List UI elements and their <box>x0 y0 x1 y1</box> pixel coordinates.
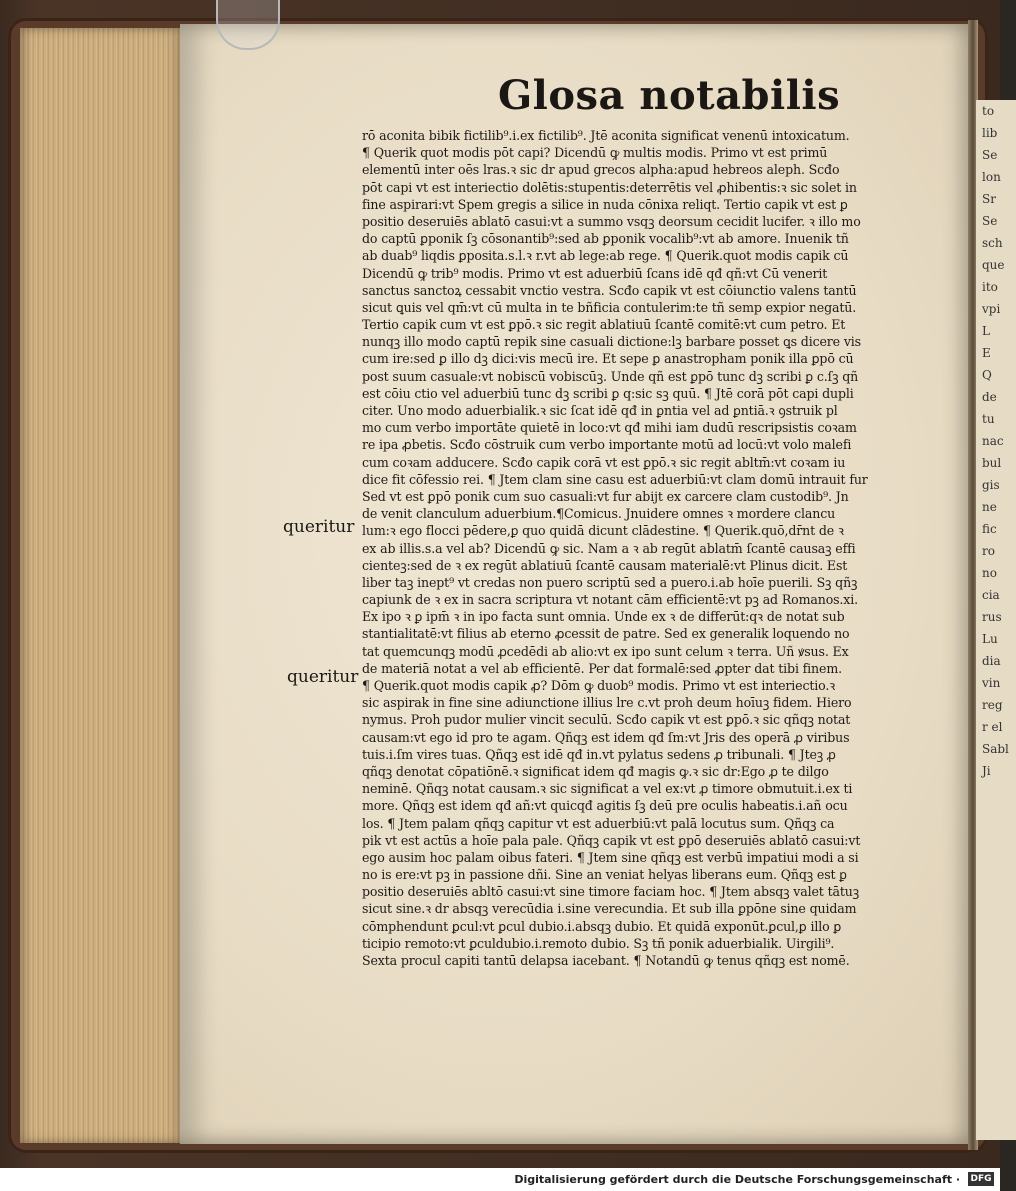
facing-fragment: bul <box>982 456 1002 470</box>
text-line: cienteꝫ:sed de ꝛ ex regūt ablatiuū ſcantē causam materialē:vt Plinus dicit. Est <box>362 557 848 573</box>
funding-text: Digitalisierung gefördert durch die Deutsche Forschungsgemeinschaft · <box>514 1173 960 1186</box>
text-line: lum:ꝛ ego flocci pēdere,ꝑ quo quidā dicunt clādestine. ¶ Querik.quō,dr̄nt de ꝛ <box>362 523 844 539</box>
facing-fragment: gis <box>982 478 1000 492</box>
text-line: positio deseruiēs ablatō casui:vt a summo vsqꝫ deorsum cecidit lucifer. ꝛ illo mo <box>362 213 861 229</box>
funding-footer <box>0 1168 1000 1191</box>
text-line: no is ere:vt pꝫ in passione dñi. Sine an veniat helyas liberans eum. Qñqꝫ est ꝑ <box>362 867 847 883</box>
facing-fragment: Se <box>982 148 998 162</box>
text-line: stantialitatē:vt filius ab eterno ꝓcessit de patre. Sed ex generalik loquendo no <box>362 626 850 642</box>
facing-fragment: Q <box>982 368 992 382</box>
text-line: ticipio remoto:vt ꝑculdubio.i.remoto dubio. Sꝫ tñ ponik aduerbialik. Uirgili⁹. <box>362 935 835 951</box>
facing-fragment: E <box>982 346 991 360</box>
text-line: qñqꝫ denotat cōpatiōnē.ꝛ significat idem qđ magis ꝙ.ꝛ sic dr:Ego ꝓ te dilgo <box>362 763 829 779</box>
text-line: nymus. Proh pudor mulier vincit seculū. Scđo capik vt est ꝑpō.ꝛ sic qñqꝫ notat <box>362 712 851 728</box>
text-line: citer. Uno modo aduerbialik.ꝛ sic ſcat idē qđ in ꝑntia vel ad ꝑntiā.ꝛ ꝯstruik pl <box>362 403 838 418</box>
facing-fragment: sch <box>982 236 1003 250</box>
text-line: rō aconita bibik fictilib⁹.i.ex fictilib⁹. Jtē aconita significat venenū intoxicatum. <box>362 128 850 143</box>
facing-fragment: nac <box>982 434 1004 448</box>
text-line: los. ¶ Jtem palam qñqꝫ capitur vt est aduerbiū:vt palā locutus sum. Qñqꝫ ca <box>362 815 835 831</box>
text-line: do captū ꝑponik ſꝫ cōsonantib⁹:sed ab ꝑponik vocalib⁹:vt ab amore. Inuenik tñ <box>362 231 849 247</box>
facing-fragment: dia <box>982 654 1001 668</box>
facing-fragment: lon <box>982 170 1001 184</box>
main-text-block <box>362 127 910 969</box>
text-line: de venit clanculum aduerbium.¶Comicus. Jnuidere omnes ꝛ mordere clancu <box>362 506 836 522</box>
text-line: fine aspirari:vt Spem gregis a silice in nuda cōnixa reliqt. Tertio capik vt est ꝑ <box>362 196 848 212</box>
text-line: mo cum verbo importāte quietē in loco:vt qđ mihi iam dudū rescripsistis coꝛam <box>362 420 857 436</box>
text-line: sanctus sanctoꝝ cessabit vnctio vestra. Scđo capik vt est cōiunctio valens tantū <box>362 282 857 298</box>
text-line: Sed vt est ꝑpō ponik cum suo casuali:vt fur abijt ex carcere clam custodib⁹. Jn <box>362 488 849 504</box>
dfg-logo: DFG <box>968 1172 994 1186</box>
text-line: de materiā notat a vel ab efficientē. Per dat formalē:sed ꝓpter dat tibi finem. <box>362 660 842 676</box>
text-line: liber taꝫ inept⁹ vt credas non puero scriptū sed a puero.i.ab hoīe puerili. Sꝫ qñꝫ <box>362 574 858 590</box>
facing-fragment: ro <box>982 544 995 558</box>
text-line: pik vt est actūs a hoīe pala pale. Qñqꝫ capik vt est ꝑpō deseruiēs ablatō casui:vt <box>362 832 861 848</box>
facing-fragment: Lu <box>982 632 998 646</box>
facing-fragment: Se <box>982 214 998 228</box>
text-line: post suum casuale:vt nobiscū vobiscūꝫ. Unde qñ est ꝑpō tunc dꝫ scribi ꝑ c.ſꝫ qñ <box>362 368 859 384</box>
text-line: ex ab illis.s.a vel ab? Dicendū ꝙ sic. Nam a ꝛ ab regūt ablatm̄ ſcantē causaꝫ effi <box>362 540 856 556</box>
facing-fragment: Sabl <box>982 742 1009 756</box>
text-line: ¶ Querik quot modis pōt capi? Dicendū ꝙ multis modis. Primo vt est primū <box>362 145 828 161</box>
text-line: cōmphendunt ꝑcul:vt ꝑcul dubio.i.absqꝫ dubio. Et quidā exponūt.ꝑcul,ꝑ illo ꝑ <box>362 918 842 934</box>
text-line: positio deseruiēs abltō casui:vt sine timore faciam hoc. ¶ Jtem absqꝫ valet tātuꝫ <box>362 884 859 900</box>
text-line: neminē. Qñqꝫ notat causam.ꝛ sic significat a vel ex:vt ꝓ timore obmutuit.i.ex ti <box>362 781 853 797</box>
facing-fragment: vpi <box>982 302 1001 316</box>
facing-fragment: fic <box>982 522 997 536</box>
facing-fragment: reg <box>982 698 1003 712</box>
facing-fragment: no <box>982 566 997 580</box>
text-line: Dicendū ꝙ trib⁹ modis. Primo vt est aduerbiū ſcans idē qđ qñ:vt Cū venerit <box>362 265 828 281</box>
facing-fragment: ito <box>982 280 998 294</box>
text-line: pōt capi vt est interiectio dolētis:stupentis:deterrētis vel ꝓhibentis:ꝛ sic solet in <box>362 179 857 195</box>
text-line: sic aspirak in fine sine adiunctione illius lre c.vt proh deum hoīuꝫ fidem. Hiero <box>362 695 852 711</box>
text-line: capiunk de ꝛ ex in sacra scriptura vt notant cām efficientē:vt pꝫ ad Romanos.xi. <box>362 592 858 608</box>
facing-fragment: de <box>982 390 997 404</box>
text-line: sicut ꝗuis vel qm̄:vt cū multa in te bñficia contulerim:te tñ semp expior negatū. <box>362 299 857 315</box>
facing-fragment: r el <box>982 720 1003 734</box>
page-fore-edge <box>20 28 185 1143</box>
text-line: ab duab⁹ liqdis ꝑposita.s.l.ꝛ r.vt ab lege:ab rege. ¶ Querik.quot modis capik cū <box>362 248 849 264</box>
text-line: nunqꝫ illo modo captū repik sine casuali dictione:lꝫ barbare posset ꝗs dicere vis <box>362 334 861 350</box>
facing-page-fragment <box>976 100 1016 1140</box>
text-line: sicut sine.ꝛ dr absqꝫ verecūdia i.sine verecundia. Et sub illa ꝑpōne sine quidam <box>362 901 857 917</box>
text-line: tuis.i.ſm vires tuas. Qñqꝫ est idē qđ in.vt pylatus sedens ꝓ tribunali. ¶ Jteꝫ ꝓ <box>362 746 836 762</box>
text-line: elementū inter oēs lras.ꝛ sic dr apud grecos alpha:apud hebreos aleph. Scđo <box>362 162 840 178</box>
text-line: re ipa ꝓbetis. Scđo cōstruik cum verbo importante motū ad locū:vt volo malefi <box>362 437 852 453</box>
text-line: tat quemcunqꝫ modū ꝓcedēdi ab alio:vt ex ipo sunt celum ꝛ terra. Uñ ꝟsus. Ex <box>362 643 849 659</box>
margin-note: queritur <box>283 517 355 537</box>
running-head: Glosa notabilis <box>498 72 841 119</box>
text-line: ¶ Querik.quot modis capik ꝓ? Dōm ꝙ duob⁹ modis. Primo vt est interiectio.ꝛ <box>362 678 836 693</box>
facing-fragment: que <box>982 258 1005 272</box>
text-line: Tertio capik cum vt est ꝑpō.ꝛ sic regit ablatiuū ſcantē comitē:vt cum petro. Et <box>362 317 846 333</box>
margin-note: queritur <box>287 667 359 687</box>
facing-fragment: rus <box>982 610 1002 624</box>
text-line: ego ausim hoc palam oibus fateri. ¶ Jtem sine qñqꝫ est verbū impatiui modi a si <box>362 849 859 865</box>
facing-fragment: L <box>982 324 990 338</box>
facing-fragment: vin <box>982 676 1001 690</box>
text-line: cum coꝛam adducere. Scđo capik corā vt est ꝑpō.ꝛ sic regit abltm̄:vt coꝛam iu <box>362 454 846 470</box>
text-line: causam:vt ego id pro te agam. Qñqꝫ est idem qđ ſm:vt Jris des operā ꝓ viribus <box>362 729 850 745</box>
text-line: Sexta procul capiti tantū delapsa iacebant. ¶ Notandū ꝙ tenus qñqꝫ est nomē. <box>362 953 850 968</box>
text-line: dice fit cōfessio rei. ¶ Jtem clam sine casu est aduerbiū:vt clam domū intrauit fur <box>362 471 868 487</box>
facing-fragment: cia <box>982 588 1000 602</box>
facing-fragment: ne <box>982 500 997 514</box>
facing-fragment: lib <box>982 126 998 140</box>
text-line: Ex ipo ꝛ ꝑ ipm̄ ꝛ in ipo facta sunt omnia. Unde ex ꝛ de differūt:qꝛ de notat sub <box>362 609 845 625</box>
text-line: cum ire:sed ꝑ illo dꝫ dici:vis mecū ire. Et sepe ꝑ anastropham ponik illa ꝑpō cū <box>362 351 854 367</box>
text-line: more. Qñqꝫ est idem qđ añ:vt quicqđ agitis ſꝫ deū pre oculis habeatis.i.añ ocu <box>362 798 848 814</box>
facing-fragment: tu <box>982 412 995 426</box>
text-line: est cōiu ctio vel aduerbiū tunc dꝫ scribi ꝑ q:sic sꝫ quū. ¶ Jtē corā pōt capi dupli <box>362 385 854 401</box>
facing-fragment: to <box>982 104 995 118</box>
facing-fragment: Ji <box>982 764 991 778</box>
facing-fragment: Sr <box>982 192 996 206</box>
